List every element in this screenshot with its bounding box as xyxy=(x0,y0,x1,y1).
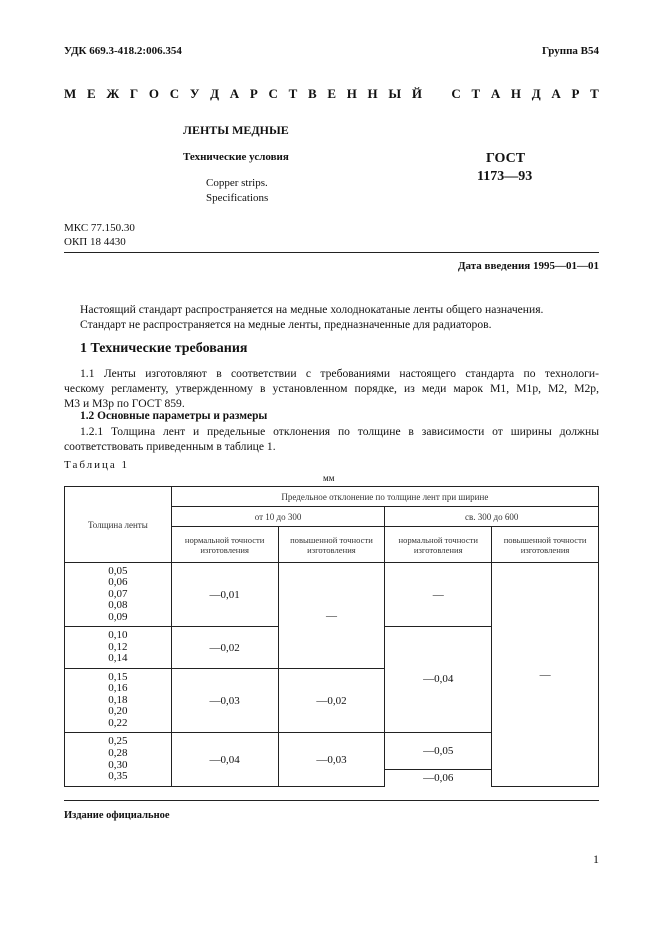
edition-note: Издание официальное xyxy=(64,810,170,821)
deviation-cell: —0,06 xyxy=(385,770,492,787)
thickness-value: 0,28 xyxy=(108,746,128,759)
banner-letter: С xyxy=(169,86,180,101)
table-row xyxy=(65,563,599,627)
banner-letter: У xyxy=(189,86,200,101)
header-width-b: св. 300 до 600 xyxy=(385,507,599,527)
thickness-value: 0,15 xyxy=(108,670,128,683)
banner-letter: О xyxy=(148,86,160,101)
header-divider xyxy=(64,252,599,253)
banner-letter: Р xyxy=(249,86,258,101)
deviation-merged: —0,04 xyxy=(385,627,492,733)
intro-line-1: Настоящий стандарт распространяется на медные холоднокатаные ленты общего назначения. xyxy=(80,303,544,316)
thickness-value: 0,22 xyxy=(108,716,128,729)
banner-letter: В xyxy=(307,86,317,101)
p121-line-1: 1.2.1 Толщина лент и предельные отклонения по толщине в зависимости от ширины должны xyxy=(80,425,599,438)
thickness-cell xyxy=(65,733,172,787)
deviation-cell: —0,05 xyxy=(385,733,492,770)
banner-letter: Н xyxy=(367,86,378,101)
thickness-value: 0,35 xyxy=(108,770,128,783)
subsection-1-2: 1.2 Основные параметры и размеры xyxy=(80,410,268,422)
section-heading: 1 Технические требования xyxy=(80,341,248,356)
p11-line-3: М3 и М3р по ГОСТ 859. xyxy=(64,397,185,410)
udk-code: УДК 669.3-418.2:006.354 xyxy=(64,45,182,57)
thickness-cell xyxy=(65,627,172,669)
banner-letter: А xyxy=(229,86,240,101)
thickness-value: 0,06 xyxy=(108,576,128,589)
deviation-cell: —0,03 xyxy=(278,733,385,787)
title-ru: ЛЕНТЫ МЕДНЫЕ xyxy=(183,123,289,137)
thickness-cell xyxy=(65,669,172,733)
p11-line-1: 1.1 Ленты изготовляют в соответствии с требованиями настоящего стандарта по технологи- xyxy=(80,367,599,380)
header-thickness: Толщина ленты xyxy=(65,487,172,563)
thickness-value: 0,14 xyxy=(108,652,128,665)
thickness-value: 0,25 xyxy=(108,735,128,748)
p11-line-2: ческому регламенту, утвержденному в установленном порядке, из меди марок М1, М1р, М2, М2р, xyxy=(64,382,599,395)
mks-code: МКС 77.150.30 xyxy=(64,222,135,234)
banner-letter: Н xyxy=(346,86,357,101)
header-b-normal: нормальной точности изготовления xyxy=(385,527,492,563)
banner-letter: С xyxy=(451,86,461,101)
banner-letter: А xyxy=(490,86,501,101)
okp-code: ОКП 18 4430 xyxy=(64,236,126,248)
gost-label: ГОСТ xyxy=(486,151,526,166)
banner-letter: Й xyxy=(411,86,422,101)
banner-letter: А xyxy=(551,86,561,101)
thickness-value: 0,09 xyxy=(108,610,128,623)
banner-letter: Т xyxy=(590,86,599,101)
thickness-value: 0,05 xyxy=(108,564,128,577)
title-en-2: Specifications xyxy=(206,192,269,204)
banner-letter: М xyxy=(64,86,77,101)
header-a-normal: нормальной точности изготовления xyxy=(171,527,278,563)
thickness-value: 0,08 xyxy=(108,599,128,612)
intro-date: Дата введения 1995—01—01 xyxy=(457,260,599,272)
gost-number: 1173—93 xyxy=(477,169,533,184)
deviation-cell: —0,03 xyxy=(171,669,278,733)
deviation-dash: — xyxy=(385,563,492,627)
thickness-value: 0,18 xyxy=(108,693,128,706)
thickness-value: 0,16 xyxy=(108,682,128,695)
banner-letter: Р xyxy=(571,86,580,101)
deviation-dash: — xyxy=(492,563,599,787)
banner-letter: Н xyxy=(510,86,522,101)
intro-paragraph xyxy=(64,302,599,332)
deviation-cell: —0,02 xyxy=(278,669,385,733)
deviation-cell: —0,04 xyxy=(171,733,278,787)
banner-letter: Г xyxy=(129,86,139,101)
standard-banner xyxy=(64,86,599,102)
thickness-value: 0,12 xyxy=(108,640,128,653)
intro-line-2: Стандарт не распространяется на медные ленты, предназначенные для радиаторов. xyxy=(80,318,492,331)
thickness-value: 0,10 xyxy=(108,629,128,642)
banner-letter: Д xyxy=(210,86,220,101)
deviation-cell: —0,02 xyxy=(171,627,278,669)
banner-letter: Ж xyxy=(106,86,120,101)
page-number: 1 xyxy=(593,852,599,866)
banner-gap xyxy=(433,86,441,102)
header-group: Предельное отклонение по толщине лент при ширине xyxy=(171,487,598,507)
header-a-high: повышенной точности изготовления xyxy=(278,527,385,563)
banner-letter: Е xyxy=(86,86,96,101)
thickness-cell xyxy=(65,563,172,627)
title-ru-sub: Технические условия xyxy=(183,151,289,163)
title-en-1: Copper strips. xyxy=(206,177,268,189)
deviation-cell: —0,01 xyxy=(171,563,278,627)
table-1 xyxy=(64,486,599,787)
paragraph-1-1 xyxy=(64,366,599,411)
banner-letter: Ы xyxy=(388,86,402,101)
group-code: Группа B54 xyxy=(541,45,599,57)
thickness-value: 0,30 xyxy=(108,758,128,771)
thickness-value: 0,07 xyxy=(108,587,128,600)
table-caption: Таблица 1 xyxy=(64,459,130,471)
footer-divider xyxy=(64,800,599,801)
banner-letter: Д xyxy=(531,86,541,101)
banner-letter: С xyxy=(268,86,278,101)
thickness-value: 0,20 xyxy=(108,705,128,718)
table-unit: мм xyxy=(323,473,335,483)
banner-letter: Е xyxy=(327,86,336,101)
header-width-a: от 10 до 300 xyxy=(171,507,385,527)
banner-letter: Т xyxy=(288,86,298,101)
banner-letter: Т xyxy=(471,86,481,101)
paragraph-1-2-1 xyxy=(64,424,599,454)
header-b-high: повышенной точности изготовления xyxy=(492,527,599,563)
p121-line-2: соответствовать приведенным в таблице 1. xyxy=(64,440,276,453)
deviation-dash: — xyxy=(278,563,385,669)
